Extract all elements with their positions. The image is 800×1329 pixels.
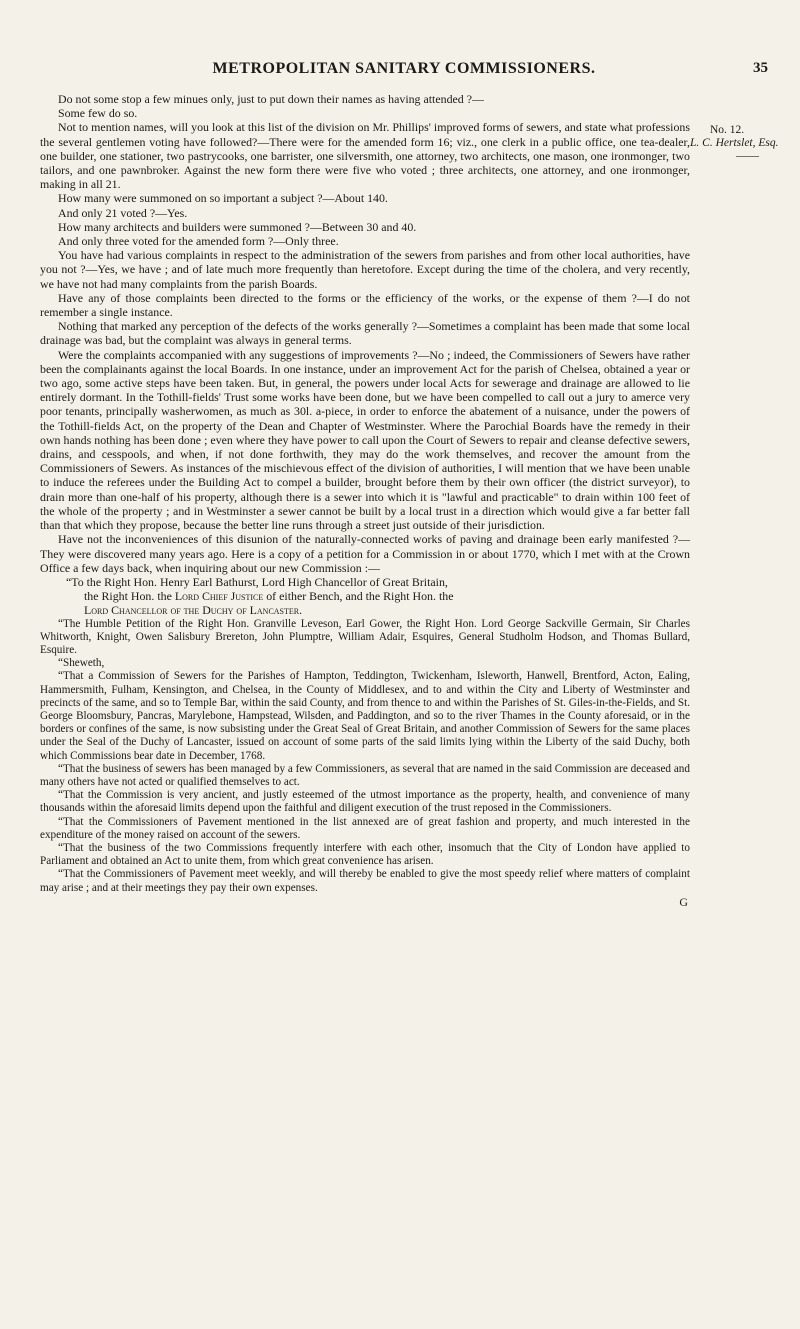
page-number: 35 bbox=[753, 60, 768, 76]
witness-margin-note bbox=[690, 124, 800, 163]
body-text bbox=[40, 92, 690, 909]
paragraph: And only three voted for the amended form ?—Only three. bbox=[58, 234, 339, 249]
paragraph: Nothing that marked any perception of the defects of the works generally ?—Sometimes a complaint has been made that some local drainage was bad, but the complaint was always in general terms. bbox=[40, 319, 690, 348]
paragraph: Were the complaints accompanied with any suggestions of improvements ?—No ; indeed, the Commissioners of Sewers have rather been the complainants against the local Boards. In one instance, under an improvement Act for the parish of Chelsea, obtained a year or two ago, some active steps have been taken. But, in general, the powers under local Acts for sewerage and drainage are allowed to lie entirely dormant. In the Tothill-fields' Trust some works have been done, but we have been compelled to call out a jury to amerce very poor tenants, principally washerwomen, as much as 30l. a-piece, in order to enforce the abatement of a nuisance, under the powers of the Tothill-fields Act, on the property of the Dean and Chapter of Westminster. Where the Parochial Boards have the remedy in their own hands nothing has been done ; even where they have power to call upon the Court of Sewers to repair and cleanse defective sewers, drains, and cesspools, and when, if not done forthwith, they may do the work themselves, and recover the amount from the Commissioners of Sewers. As instances of the mischievous effect of the division of authorities, I will mention that we have been unable to induce the referees under the Building Act to compel a builder, brought before them by their own officer (the district surveyor), to drain more than one-half of his property, although there is a sewer into which it is "lawful and practicable" to drain within 100 feet of the whole of the property ; and in Westminster a sewer cannot be built by a local trust in a direction which would give a far better fall than that which they propose, because the better line runs through a street just outside of their jurisdiction. bbox=[40, 347, 690, 533]
address-text: the Right Hon. the bbox=[84, 589, 175, 604]
petition-paragraph: “That the Commissioners of Pavement mentioned in the list annexed are of great fashion and property, and much interested in the expenditure of the money raised on account of the sewers. bbox=[40, 815, 690, 841]
petition-paragraph: “That the Commissioners of Pavement meet weekly, and will thereby be enabled to give the most speedy relief where matters of complaint may arise ; and at their meetings they pay their own expenses. bbox=[40, 868, 690, 894]
address-title: Lord Chancellor of the Duchy of Lancaster. bbox=[84, 603, 303, 618]
page-header bbox=[40, 60, 768, 82]
petition-paragraph: “The Humble Petition of the Right Hon. Granville Leveson, Earl Gower, the Right Hon. Lord George Sackville Germain, Sir Charles Whitworth, Knight, Owen Salisbury Brereton, John Plumptre, William Adair, Esquires, General Studholm Hodson, and Thomas Bullard, Esquire. bbox=[40, 617, 690, 656]
petition-paragraph: “That the Commission is very ancient, and justly esteemed of the utmost importance as the property, health, and convenience of many thousands within the aforesaid limits depend upon the faithful and diligent execution of the trust reposed in the Commissioners. bbox=[40, 789, 690, 815]
paragraph: And only 21 voted ?—Yes. bbox=[58, 205, 188, 220]
running-head: METROPOLITAN SANITARY COMMISSIONERS. bbox=[212, 60, 596, 77]
address-title: Lord Chief Justice bbox=[174, 589, 264, 604]
signature-mark: G bbox=[679, 894, 688, 909]
petition-paragraph: “That the business of the two Commissions frequently interfere with each other, insomuch that the City of London have applied to Parliament and obtained an Act to unite them, from which great convenience has arisen. bbox=[40, 841, 690, 868]
paragraph: Do not some stop a few minues only, just to put down their names as having attended ?— bbox=[58, 92, 484, 106]
margin-dash: —— bbox=[736, 150, 759, 162]
paragraph: How many were summoned on so important a subject ?—About 140. bbox=[58, 191, 388, 206]
witness-name: L. C. Hertslet, Esq. bbox=[690, 137, 779, 149]
witness-number: No. 12. bbox=[710, 124, 745, 136]
address-text: of either Bench, and the Right Hon. the bbox=[263, 589, 454, 604]
paragraph: Have any of those complaints been directed to the forms or the efficiency of the works, or the expense of them ?—I do not remember a single instance. bbox=[40, 290, 690, 320]
paragraph: How many architects and builders were summoned ?—Between 30 and 40. bbox=[58, 219, 417, 234]
petition-paragraph: “That a Commission of Sewers for the Parishes of Hampton, Teddington, Twickenham, Isleworth, Hanwell, Brentford, Acton, Ealing, Hammersmith, Fulham, Kensington, and Chelsea, in the County of Middlesex, and to and within the City and Liberty of Westminster and precincts of the same, and so to Temple Bar, within the said County, and from thence to and within the Parishes of St. Giles-in-the-Fields, and St. George Bloomsbury, Pancras, Marylebone, Hampstead, Wilsden, and Paddington, and so to the river Thames in the County aforesaid, or in the borders or confines of the same, is now subsisting under the Great Seal of Great Britain, and another Commission of Sewers for the same places under the Seal of the Duchy of Lancaster, issued on account of some parts of the said limits lying within the Liberty of the said Duchy, both which Commissions bear date in December, 1768. bbox=[40, 670, 690, 762]
petition-address-line: “To the Right Hon. Henry Earl Bathurst, Lord High Chancellor of Great Britain, bbox=[66, 574, 448, 589]
petition-paragraph: “That the business of sewers has been managed by a few Commissioners, as several that are named in the said Commission are deceased and many others have not acted or qualified themselves to act. bbox=[40, 762, 690, 788]
petition-address-line bbox=[40, 589, 690, 603]
petition-paragraph: “Sheweth, bbox=[58, 657, 105, 670]
petition-address-line bbox=[40, 603, 690, 617]
paragraph: You have had various complaints in respect to the administration of the sewers from parishes and from other local authorities, have you not ?—Yes, we have ; and of late much more frequently than heretofore. Except during the time of the cholera, and very recently, we have not had many complaints from the parish Boards. bbox=[40, 248, 690, 291]
paragraph: Have not the inconveniences of this disunion of the naturally-connected works of paving and drainage been early manifested ?—They were discovered many years ago. Here is a copy of a petition for a Commission in or about 1770, which I met with at the Crown Office a few days back, when inquiring about our new Commission :— bbox=[40, 532, 690, 575]
paragraph: Some few do so. bbox=[58, 106, 138, 121]
paragraph: Not to mention names, will you look at this list of the division on Mr. Phillips' improved forms of sewers, and state what professions the several gentlemen voting have followed?—There were for the amended form 16; viz., one clerk in a public office, one tea-dealer, one builder, one stationer, two pastrycooks, one barrister, one silversmith, one attorney, two architects, one mason, one ironmonger, two tailors, and one pawnbroker. Against the new form there were five who voted ; three architects, one attorney, and one ironmonger, making in all 21. bbox=[40, 120, 690, 192]
